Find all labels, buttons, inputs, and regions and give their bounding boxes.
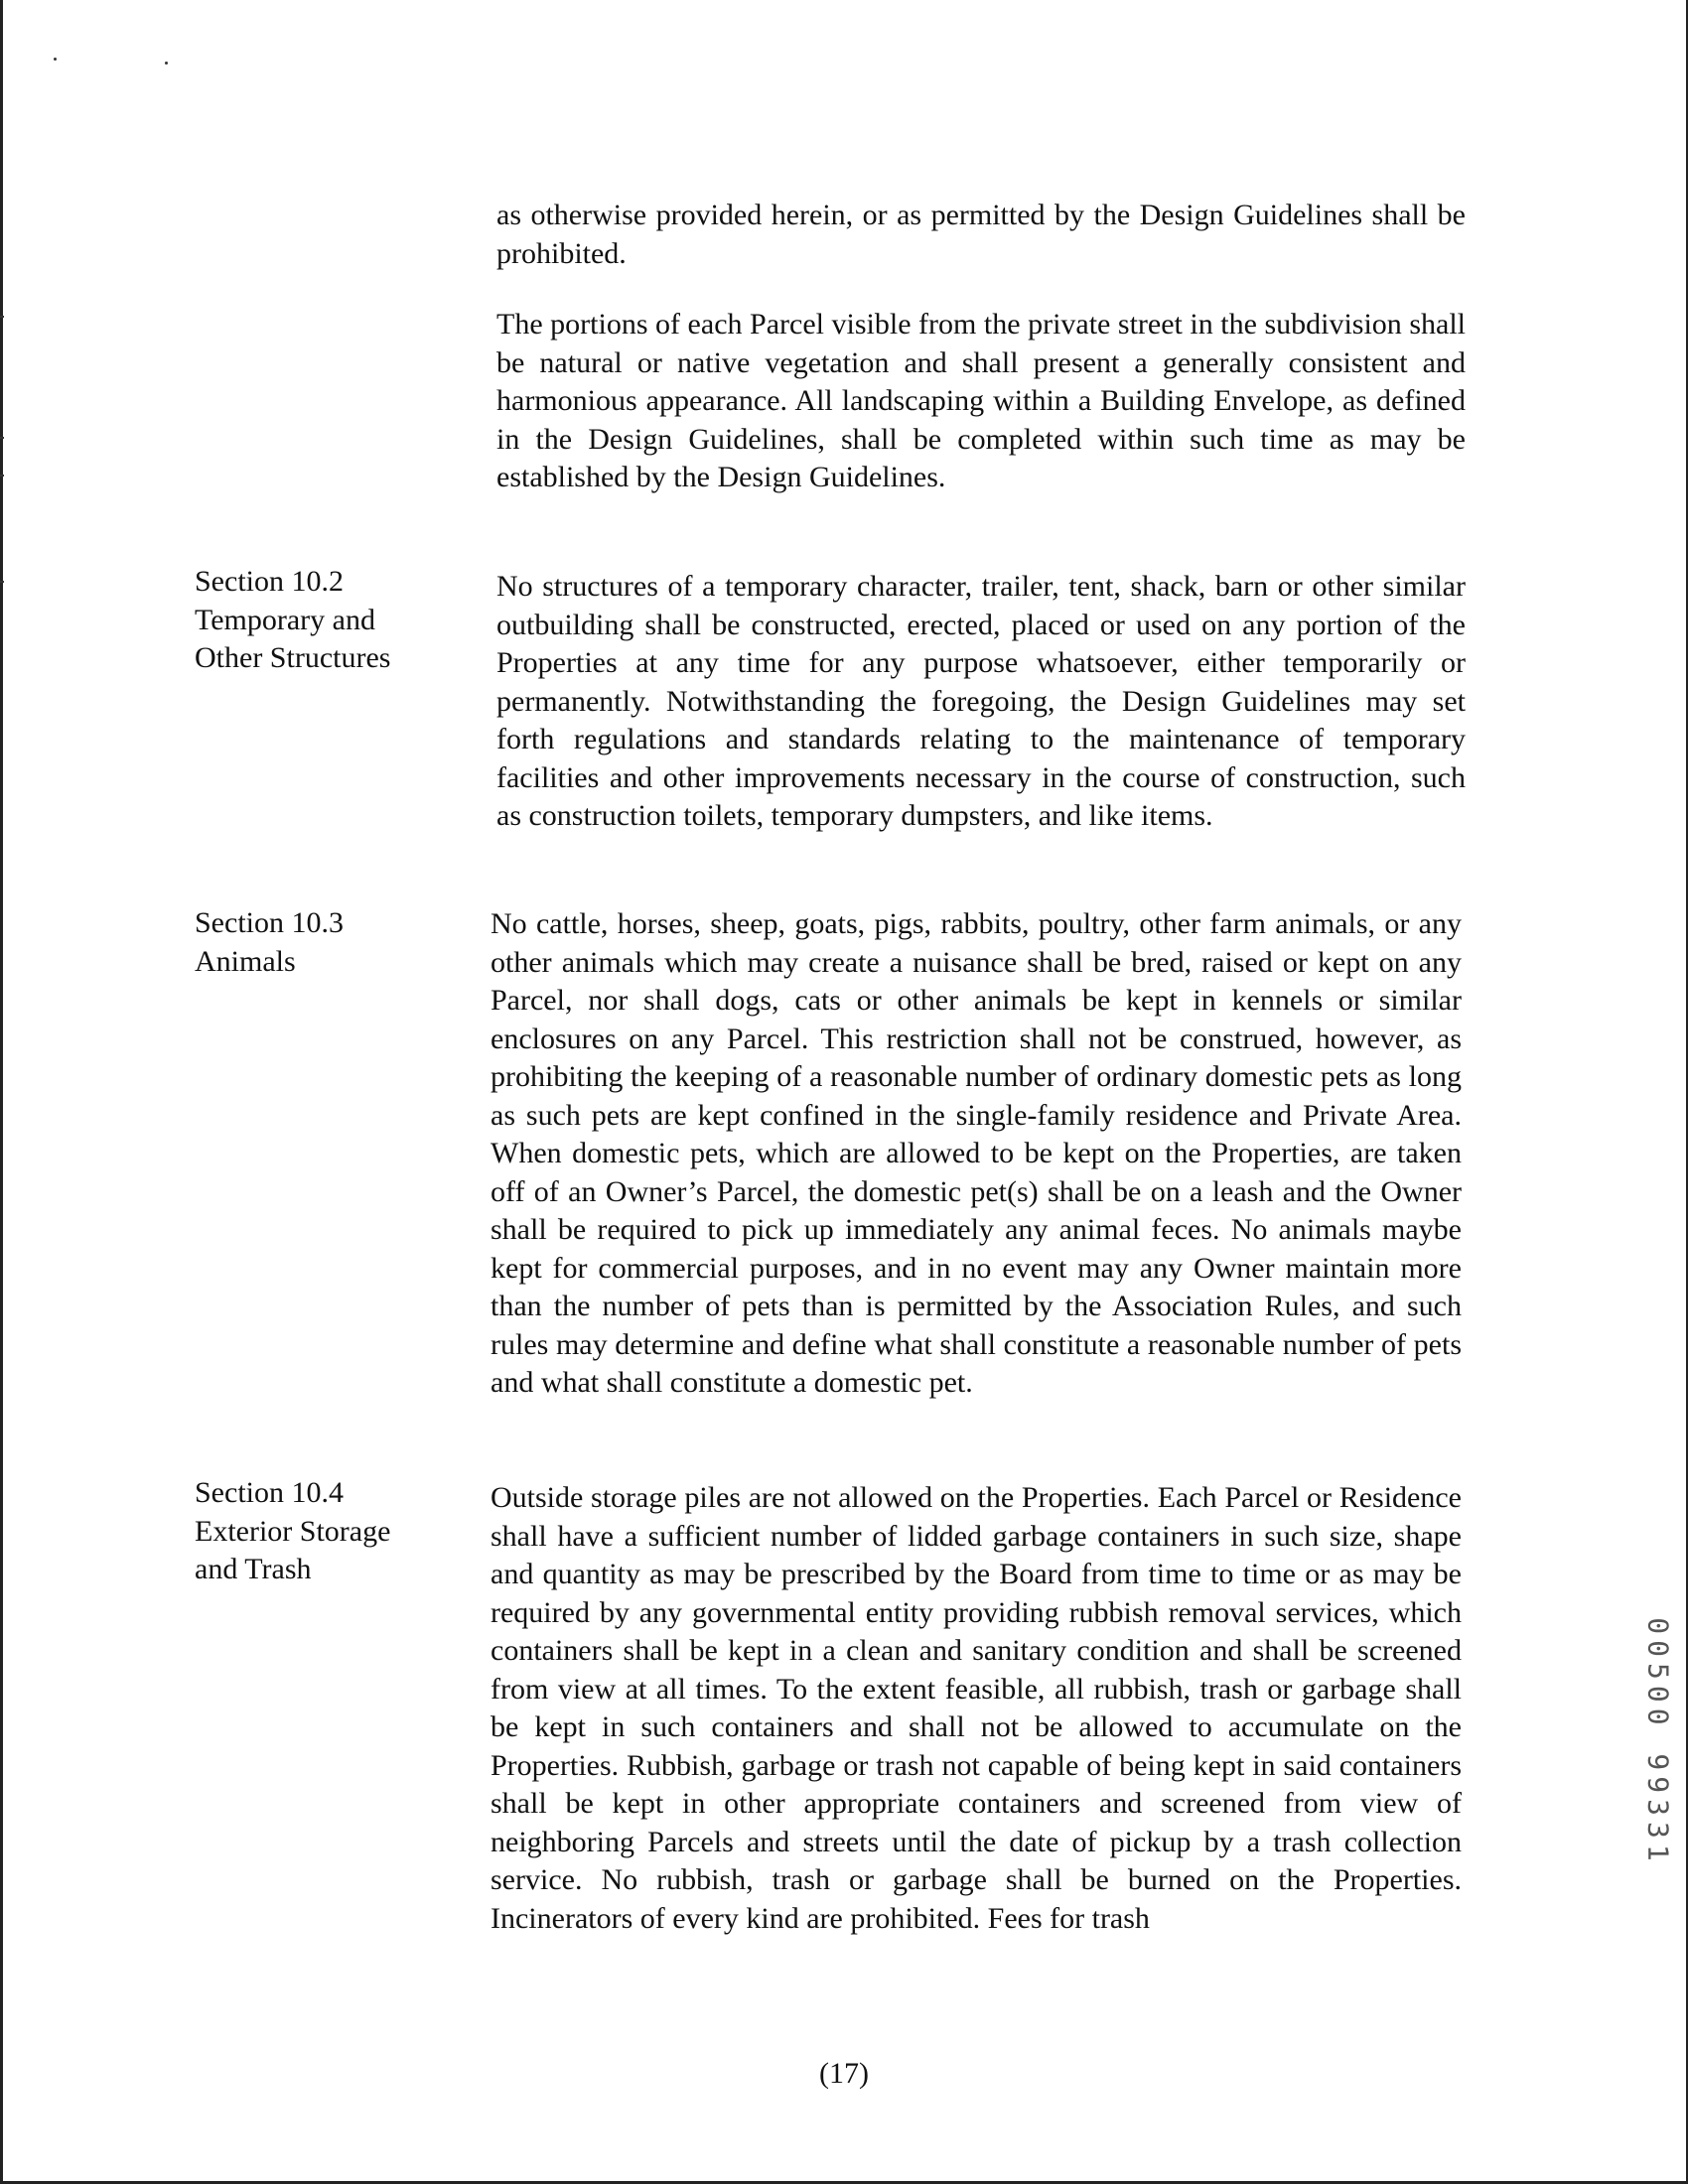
section-heading-10-3: [195, 904, 443, 981]
section-10-3-text: No cattle, horses, sheep, goats, pigs, rabbits, poultry, other farm animals, or any other animals which may create a nuisance shall be bred, raised or kept on any Parcel, nor shall dogs, cats or other animals be kept in kennels or similar enclosures on any Parcel. This restriction shall not be construed, however, as prohibiting the keeping of a reasonable number of ordinary domestic pets as long as such pets are kept confined in the single-family residence and Private Area. When domestic pets, which are allowed to be kept on the Properties, are taken off of an Owner’s Parcel, the domestic pet(s) shall be on a leash and the Owner shall be required to pick up immediately any animal feces. No animals maybe kept for commercial purposes, and in no event may any Owner maintain more than the number of pets than is permitted by the Association Rules, and such rules may determine and define what shall constitute a reasonable number of pets and what shall constitute a domestic pet.: [491, 907, 1462, 1399]
intro-continuation-paragraph: as otherwise provided herein, or as permitted by the Design Guidelines shall be prohibited.: [496, 199, 1466, 270]
section-title-line: Temporary and: [195, 603, 375, 636]
scan-speck: [54, 58, 57, 61]
section-heading-10-4: [195, 1474, 443, 1589]
section-title-line: and Trash: [195, 1553, 312, 1585]
scan-tick: [0, 475, 4, 477]
margin-stamp-text: 00500 99331: [1641, 1617, 1675, 1867]
section-number: Section 10.3: [195, 906, 344, 939]
scan-tick: [0, 437, 4, 439]
section-title-line: Other Structures: [195, 641, 391, 674]
section-10-2-text: No structures of a temporary character, trailer, tent, shack, barn or other similar outbuilding shall be constructed, erected, placed or used on any portion of the Properties at any time for any purpose whatsoever, either temporarily or permanently. Notwithstanding the foregoing, the Design Guidelines may set forth regulations and standards relating to the maintenance of temporary facilities and other improvements necessary in the course of construction, such as construction toilets, temporary dumpsters, and like items.: [496, 570, 1466, 832]
margin-recording-stamp: [1638, 1598, 1678, 1886]
scan-tick: [0, 581, 4, 583]
section-number: Section 10.2: [195, 565, 344, 598]
section-title-line: Animals: [195, 944, 296, 978]
scan-edge-left: [0, 0, 3, 2184]
page-number: (17): [819, 2057, 869, 2090]
scan-tick: [0, 316, 4, 318]
section-number: Section 10.4: [195, 1476, 344, 1509]
landscaping-paragraph: The portions of each Parcel visible from the private street in the subdivision shall be natural or native vegetation and shall present a generally consistent and harmonious appearance. All landscaping within a Building Envelope, as defined in the Design Guidelines, shall be completed within such time as may be established by the Design Guidelines.: [496, 308, 1466, 493]
section-10-4-text: Outside storage piles are not allowed on the Properties. Each Parcel or Residence shall have a sufficient number of lidded garbage containers in such size, shape and quantity as may be prescribed by the Board from time to time or as may be required by any governmental entity providing rubbish removal services, which containers shall be kept in a clean and sanitary condition and shall be screened from view at all times. To the extent feasible, all rubbish, trash or garbage shall be kept in such containers and shall not be allowed to accumulate on the Properties. Rubbish, garbage or trash not capable of being kept in said containers shall be kept in other appropriate containers and screened from view of neighboring Parcels and streets until the date of pickup by a trash collection service. No rubbish, trash or garbage shall be burned on the Properties. Incinerators of every kind are prohibited. Fees for trash: [491, 1481, 1462, 1935]
section-heading-10-2: [195, 563, 443, 678]
scan-speck: [165, 62, 168, 65]
section-title-line: Exterior Storage: [195, 1514, 391, 1548]
